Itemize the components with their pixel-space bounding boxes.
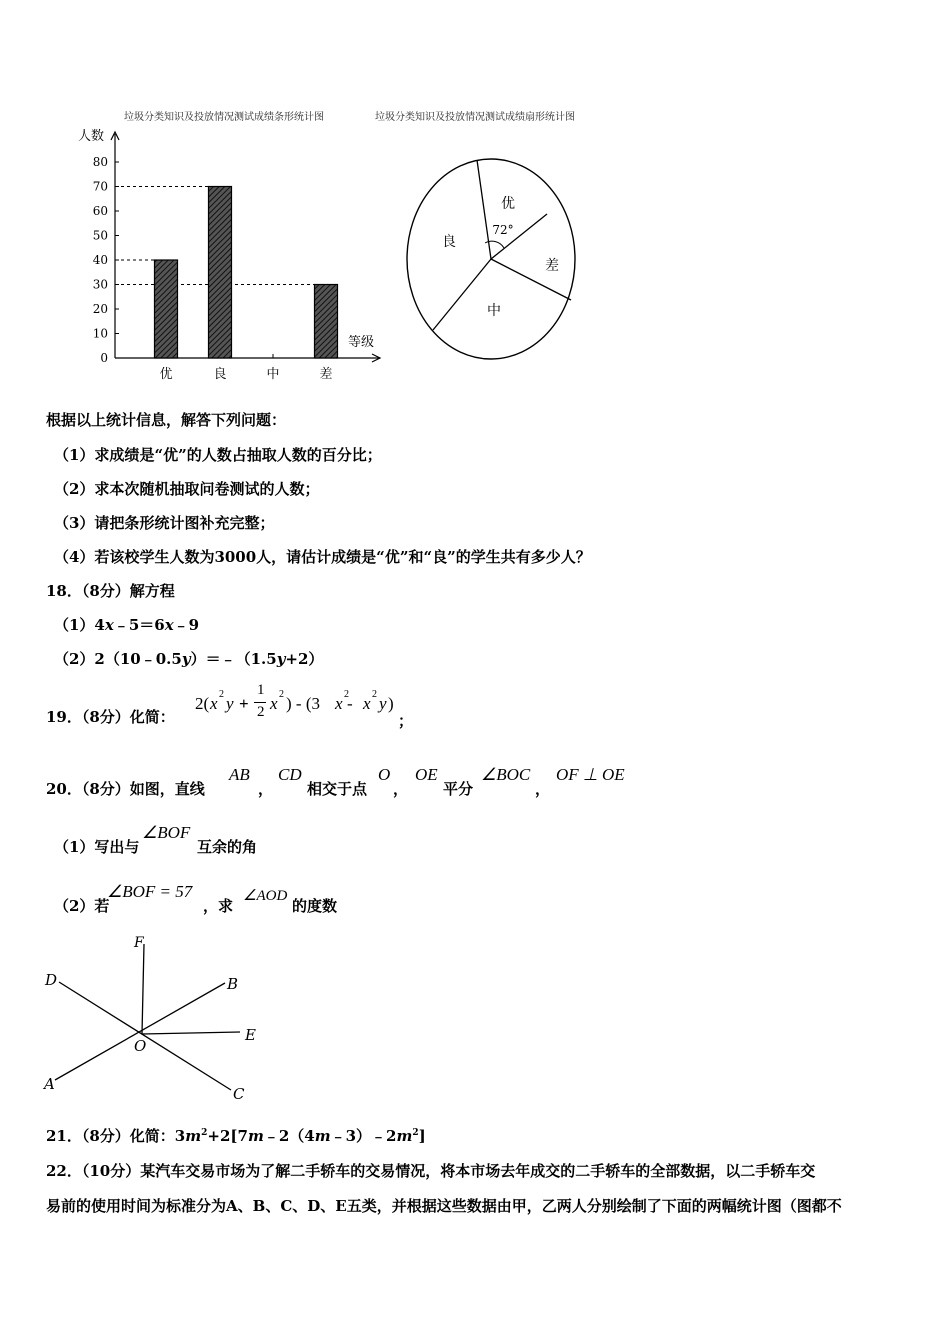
q20-head: 20．（8分）如图，直线 — [46, 780, 205, 798]
label-e: E — [245, 1026, 256, 1044]
q20-point-o: O — [378, 765, 391, 784]
bar-y-tick-label: 40 — [92, 253, 108, 267]
bar-y-tick-label: 60 — [92, 204, 108, 218]
label-d: D — [45, 971, 58, 989]
pie-label-1: 差 — [545, 258, 559, 274]
q20-part-2-angle-2: ∠AOD — [243, 888, 288, 904]
q20-perp: OF ⊥ OE — [556, 765, 625, 784]
bar-1 — [209, 187, 232, 359]
q17-part-1: （1）求成绩是“优”的人数占抽取人数的百分比； — [54, 446, 382, 464]
pie-label-2: 中 — [487, 303, 501, 319]
q20-part-2-prefix: （2）若 — [54, 897, 110, 915]
bar-y-tick-label: 30 — [92, 277, 108, 292]
label-c: C — [233, 1085, 245, 1103]
q18-part-2: （2）2（10﹣0.5y）＝﹣（1.5y+2） — [54, 650, 324, 668]
q22-line-1: 22．（10分）某汽车交易市场为了解二手轿车的交易情况，将本市场去年成交的二手轿车的全部数据，以二手轿车交 — [46, 1162, 816, 1180]
line-ab — [55, 983, 225, 1080]
bar-3 — [315, 285, 338, 359]
bar-y-tick-label: 70 — [92, 179, 108, 194]
ray-of — [142, 944, 144, 1034]
q18-head: 18．（8分）解方程 — [46, 582, 175, 600]
q21: 21．（8分）化简：$3m^2+2[7m﹣2(4m﹣3)﹣2m^2]$ — [46, 1127, 426, 1145]
label-f: F — [134, 935, 144, 951]
q20-part-1-angle: ∠BOF — [142, 823, 191, 842]
q17-part-4: （4）若该校学生人数为3000人，请估计成绩是“优”和“良”的学生共有多少人？ — [54, 548, 591, 566]
q17-part-3: （3）请把条形统计图补充完整； — [54, 514, 275, 532]
bar-chart-title: 垃圾分类知识及投放情况测试成绩条形统计图 — [124, 112, 324, 123]
q20-bisect: 平分 — [443, 780, 474, 798]
bar-y-label: 人数 — [78, 129, 105, 144]
bar-y-tick-label: 0 — [100, 351, 108, 365]
bar-x-label: 等级 — [348, 335, 375, 350]
q17-part-2: （2）求本次随机抽取问卷测试的人数； — [54, 480, 320, 498]
pie-label-3: 良 — [442, 234, 456, 250]
label-b: B — [227, 975, 239, 993]
q20-line-ab: AB — [229, 765, 250, 784]
bar-category-label: 优 — [159, 367, 173, 382]
q20-part-1-suffix: 互余的角 — [197, 838, 258, 856]
pie-label-0: 优 — [501, 196, 515, 212]
q20-line-cd: CD — [278, 765, 302, 784]
q17-intro: 根据以上统计信息，解答下列问题： — [46, 411, 287, 429]
ray-oe — [142, 1032, 240, 1034]
q20-ray-oe: OE — [415, 765, 438, 784]
q20-comma-3: ， — [535, 780, 551, 798]
bar-category-label: 差 — [319, 367, 333, 382]
bar-y-tick-label: 20 — [92, 302, 108, 316]
q20-part-2-suffix: 的度数 — [292, 897, 338, 915]
q19-head: 19．（8分）化简： — [46, 708, 175, 726]
bar-y-tick-label: 80 — [92, 155, 108, 169]
line-dc — [59, 982, 231, 1090]
bar-y-tick-label: 50 — [92, 228, 108, 243]
q19-tail: ； — [398, 712, 414, 730]
bar-category-label: 良 — [213, 367, 227, 382]
q20-part-2-angle: ∠BOF = 57 — [107, 882, 193, 901]
q20-part-2-mid: ，求 — [203, 897, 234, 915]
q18-part-1: （1）4x﹣5＝6x﹣9 — [54, 616, 200, 634]
q20-comma-1: ， — [258, 780, 274, 798]
pie-chart — [395, 128, 590, 368]
pie-chart-title: 垃圾分类知识及投放情况测试成绩扇形统计图 — [375, 112, 575, 123]
label-a: A — [44, 1075, 55, 1093]
q22-line-2: 易前的使用时间为标准分为A、B、C、D、E五类，并根据这些数据由甲，乙两人分别绘制了下面的两幅统计图（图都不 — [46, 1197, 842, 1215]
label-o: O — [134, 1037, 147, 1055]
q20-angle-boc: ∠BOC — [481, 765, 531, 784]
geometry-figure — [35, 930, 275, 1105]
q20-comma-2: ， — [393, 780, 409, 798]
q20-intersect: 相交于点 — [307, 780, 368, 798]
bar-chart — [70, 120, 390, 385]
pie-annotation: 72° — [492, 223, 514, 237]
bar-0 — [155, 260, 178, 358]
bar-y-tick-label: 10 — [92, 326, 108, 341]
bar-category-label: 中 — [266, 367, 280, 382]
q20-part-1-prefix: （1）写出与 — [54, 838, 140, 856]
